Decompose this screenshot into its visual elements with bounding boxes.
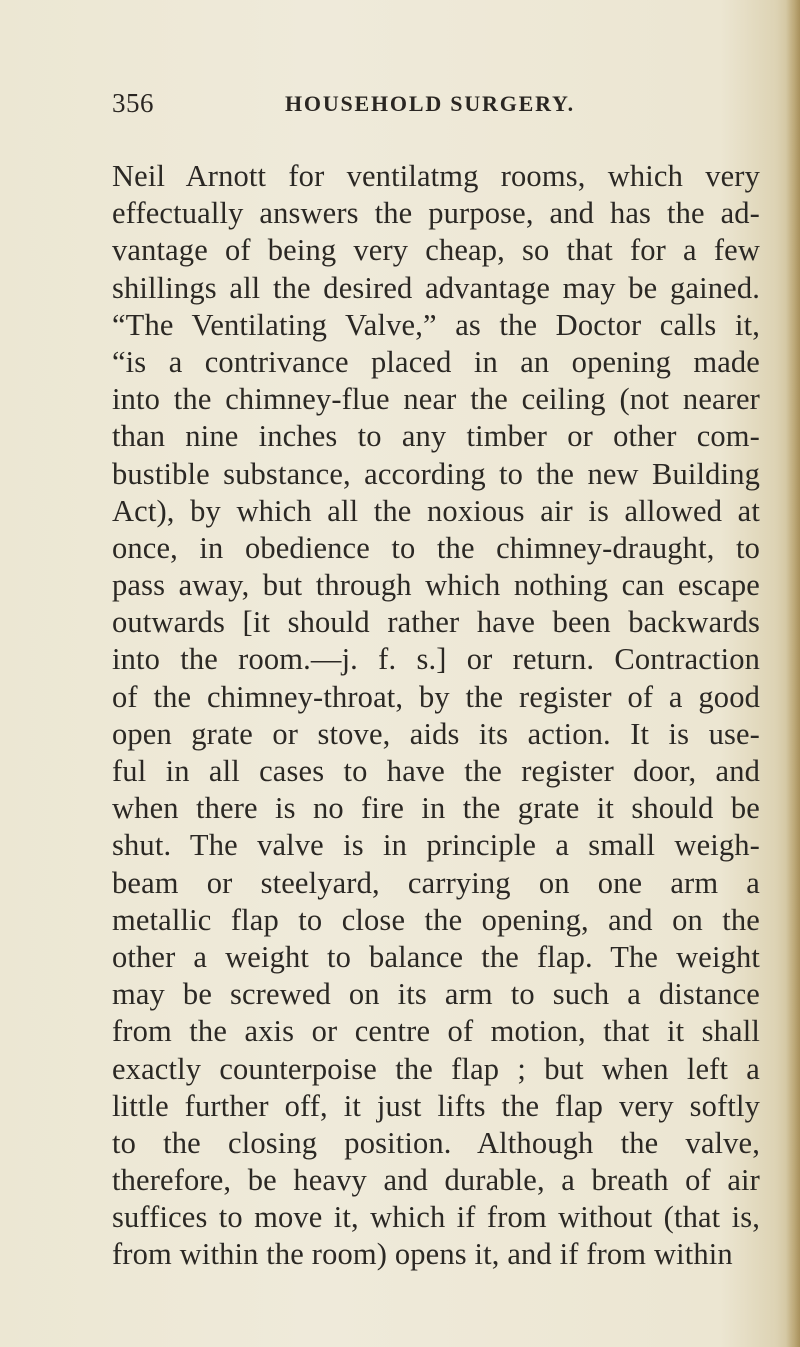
text-line: Neil Arnott for ventilatmg rooms, which very: [112, 159, 760, 193]
text-line: when there is no fire in the grate it should be: [112, 791, 760, 826]
text-line: shillings all the desired advantage may be gained.: [112, 270, 760, 305]
text-line: other a weight to balance the flap. The weight: [112, 939, 760, 974]
text-line: suffices to move it, which if from without (that is,: [112, 1200, 760, 1235]
text-line: to the closing position. Although the valve,: [112, 1125, 760, 1160]
text-line: “is a contrivance placed in an opening made: [112, 344, 760, 379]
text-line: once, in obedience to the chimney-draught, to: [112, 530, 760, 565]
text-line: open grate or stove, aids its action. It is use-: [112, 716, 760, 751]
body-text: [112, 158, 760, 1274]
text-line: pass away, but through which nothing can escape: [112, 568, 760, 603]
text-line: Act), by which all the noxious air is allowed at: [112, 493, 760, 528]
running-head-title: HOUSEHOLD SURGERY.: [285, 91, 575, 116]
text-line: into the chimney-flue near the ceiling (not nearer: [112, 382, 760, 417]
text-line: bustible substance, according to the new Building: [112, 456, 760, 491]
text-line: vantage of being very cheap, so that for a few: [112, 233, 760, 268]
text-line: from within the room) opens it, and if from within: [112, 1237, 733, 1272]
text-line: metallic flap to close the opening, and on the: [112, 902, 760, 937]
page-number: 356: [112, 88, 154, 118]
text-line: little further off, it just lifts the flap very softly: [112, 1088, 760, 1123]
text-line: may be screwed on its arm to such a distance: [112, 977, 760, 1012]
text-line: from the axis or centre of motion, that it shall: [112, 1014, 760, 1049]
text-line: beam or steelyard, carrying on one arm a: [112, 865, 760, 900]
page-edge-shadow: [786, 0, 800, 1347]
text-line: exactly counterpoise the flap ; but when left a: [112, 1051, 760, 1086]
text-line: of the chimney-throat, by the register of a good: [112, 679, 760, 714]
text-line: into the room.—j. f. s.] or return. Contraction: [112, 642, 760, 677]
text-line: outwards [it should rather have been backwards: [112, 605, 760, 640]
running-head: [112, 88, 752, 128]
text-line: “The Ventilating Valve,” as the Doctor calls it,: [112, 307, 760, 342]
text-line: therefore, be heavy and durable, a breath of air: [112, 1163, 760, 1198]
text-line: than nine inches to any timber or other com-: [112, 419, 760, 454]
text-line: effectually answers the purpose, and has the ad-: [112, 196, 760, 231]
text-line: ful in all cases to have the register door, and: [112, 754, 760, 788]
text-line: shut. The valve is in principle a small weigh-: [112, 828, 760, 863]
